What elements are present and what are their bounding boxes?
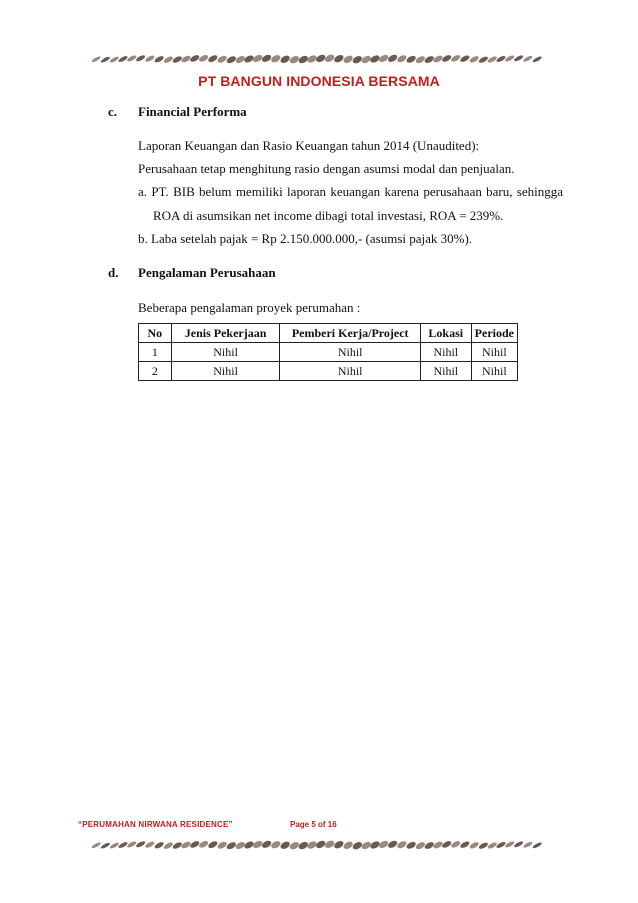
- rope-segment: [172, 55, 183, 64]
- rope-segment: [424, 55, 435, 65]
- rope-segment: [532, 841, 542, 849]
- rope-segment: [469, 55, 480, 64]
- rope-segment: [405, 54, 417, 64]
- financial-line-1: Laporan Keuangan dan Rasio Keuangan tahun 2014 (Unaudited):: [138, 138, 480, 153]
- rope-segment: [154, 55, 165, 64]
- rope-segment: [523, 841, 534, 849]
- rope-segment: [405, 840, 417, 850]
- table-cell: 2: [139, 362, 172, 381]
- experience-table: [138, 323, 518, 381]
- rope-segment: [487, 841, 498, 850]
- rope-segment: [424, 841, 435, 851]
- rope-segment: [369, 840, 381, 850]
- table-header-cell: Lokasi: [420, 324, 471, 343]
- rope-segment: [126, 840, 137, 848]
- rope-segment: [189, 840, 200, 849]
- rope-segment: [279, 840, 291, 850]
- rope-segment: [144, 840, 155, 849]
- rope-segment: [180, 840, 191, 849]
- rope-segment: [504, 840, 515, 848]
- rope-segment: [333, 840, 345, 850]
- rope-segment: [207, 840, 218, 850]
- footer-page-number: Page 5 of 16: [290, 820, 337, 829]
- rope-segment: [270, 54, 282, 64]
- rope-segment: [252, 53, 264, 63]
- rope-segment: [126, 54, 137, 62]
- rope-segment: [450, 840, 461, 849]
- rope-segment: [144, 54, 155, 63]
- table-cell: Nihil: [171, 362, 280, 381]
- table-header-cell: Jenis Pekerjaan: [171, 324, 280, 343]
- rope-segment: [198, 840, 209, 849]
- rope-segment: [387, 839, 399, 849]
- rope-segment: [216, 54, 228, 64]
- table-cell: Nihil: [280, 343, 420, 362]
- rope-segment: [432, 840, 443, 849]
- rope-segment: [441, 54, 452, 63]
- rope-segment: [441, 840, 452, 849]
- rope-segment: [396, 54, 408, 64]
- rope-segment: [226, 55, 238, 65]
- rope-segment: [333, 54, 345, 64]
- rope-segment: [306, 54, 318, 64]
- section-d-title: Pengalaman Perusahaan: [138, 265, 276, 280]
- table-cell: Nihil: [420, 362, 471, 381]
- financial-item-a-line-1: a. PT. BIB belum memiliki laporan keuangan karena perusahaan baru, sehingga: [138, 184, 563, 199]
- rope-segment: [297, 54, 309, 64]
- section-c-title: Financial Performa: [138, 104, 247, 119]
- rope-segment: [180, 54, 191, 63]
- table-cell: 1: [139, 343, 172, 362]
- rope-segment: [324, 839, 336, 849]
- rope-segment: [324, 53, 336, 63]
- financial-line-2: Perusahaan tetap menghitung rasio dengan asumsi modal dan penjualan.: [138, 161, 515, 176]
- rope-segment: [351, 55, 363, 65]
- rope-segment: [100, 56, 110, 64]
- rope-segment: [459, 840, 470, 849]
- decorative-rope-divider-bottom: [92, 838, 548, 852]
- rope-segment: [532, 55, 542, 63]
- decorative-rope-divider-top: [92, 52, 548, 66]
- table-cell: Nihil: [471, 362, 517, 381]
- rope-segment: [450, 54, 461, 63]
- financial-item-a-line-2: ROA di asumsikan net income dibagi total investasi, ROA = 239%.: [153, 208, 504, 223]
- rope-segment: [396, 840, 408, 850]
- rope-segment: [387, 53, 399, 63]
- rope-segment: [243, 54, 255, 64]
- rope-segment: [135, 54, 146, 62]
- rope-segment: [478, 841, 489, 850]
- section-c-letter: c.: [108, 104, 118, 119]
- rope-segment: [459, 54, 470, 63]
- table-header-row: [139, 324, 518, 343]
- rope-segment: [342, 54, 354, 64]
- table-cell: Nihil: [420, 343, 471, 362]
- rope-segment: [234, 55, 246, 65]
- rope-segment: [154, 841, 165, 850]
- rope-segment: [378, 53, 390, 63]
- rope-segment: [469, 841, 480, 850]
- rope-segment: [487, 55, 498, 64]
- rope-segment: [360, 840, 372, 850]
- rope-segment: [288, 55, 300, 65]
- table-cell: Nihil: [471, 343, 517, 362]
- rope-segment: [297, 840, 309, 850]
- rope-segment: [432, 54, 443, 63]
- table-cell: Nihil: [280, 362, 420, 381]
- rope-segment: [163, 841, 174, 850]
- rope-segment: [315, 53, 327, 63]
- rope-segment: [216, 840, 228, 850]
- rope-segment: [207, 54, 218, 64]
- rope-segment: [306, 840, 318, 850]
- section-d-letter: d.: [108, 265, 119, 280]
- financial-item-b: b. Laba setelah pajak = Rp 2.150.000.000,- (asumsi pajak 30%).: [138, 231, 473, 246]
- table-header-cell: Pemberi Kerja/Project: [280, 324, 420, 343]
- rope-segment: [198, 54, 209, 63]
- rope-segment: [513, 54, 524, 62]
- table-header-cell: No: [139, 324, 172, 343]
- table-row: [139, 343, 518, 362]
- rope-segment: [415, 841, 426, 851]
- rope-segment: [163, 55, 174, 64]
- rope-segment: [261, 53, 273, 63]
- rope-segment: [315, 839, 327, 849]
- rope-segment: [135, 840, 146, 848]
- rope-segment: [261, 839, 273, 849]
- rope-segment: [351, 841, 363, 851]
- rope-segment: [118, 841, 129, 849]
- document-header-title: PT BANGUN INDONESIA BERSAMA: [198, 73, 440, 89]
- experience-intro: Beberapa pengalaman proyek perumahan :: [138, 300, 361, 315]
- rope-segment: [496, 55, 507, 63]
- rope-segment: [369, 54, 381, 64]
- rope-segment: [288, 841, 300, 851]
- rope-segment: [100, 842, 110, 850]
- table-cell: Nihil: [171, 343, 280, 362]
- rope-segment: [252, 839, 264, 849]
- rope-segment: [415, 55, 426, 65]
- rope-segment: [378, 839, 390, 849]
- rope-segment: [226, 841, 238, 851]
- rope-segment: [513, 840, 524, 848]
- rope-segment: [523, 55, 534, 63]
- rope-segment: [243, 840, 255, 850]
- rope-segment: [172, 841, 183, 850]
- rope-segment: [360, 54, 372, 64]
- rope-segment: [189, 54, 200, 63]
- footer-project-name: “PERUMAHAN NIRWANA RESIDENCE”: [78, 820, 233, 829]
- rope-segment: [92, 841, 101, 849]
- rope-segment: [118, 55, 129, 63]
- rope-segment: [109, 842, 120, 850]
- table-row: [139, 362, 518, 381]
- rope-segment: [279, 54, 291, 64]
- rope-segment: [109, 56, 120, 64]
- rope-segment: [496, 841, 507, 849]
- rope-segment: [504, 54, 515, 62]
- table-header-cell: Periode: [471, 324, 517, 343]
- rope-segment: [270, 840, 282, 850]
- rope-segment: [92, 55, 101, 63]
- rope-segment: [342, 840, 354, 850]
- rope-segment: [234, 841, 246, 851]
- rope-segment: [478, 55, 489, 64]
